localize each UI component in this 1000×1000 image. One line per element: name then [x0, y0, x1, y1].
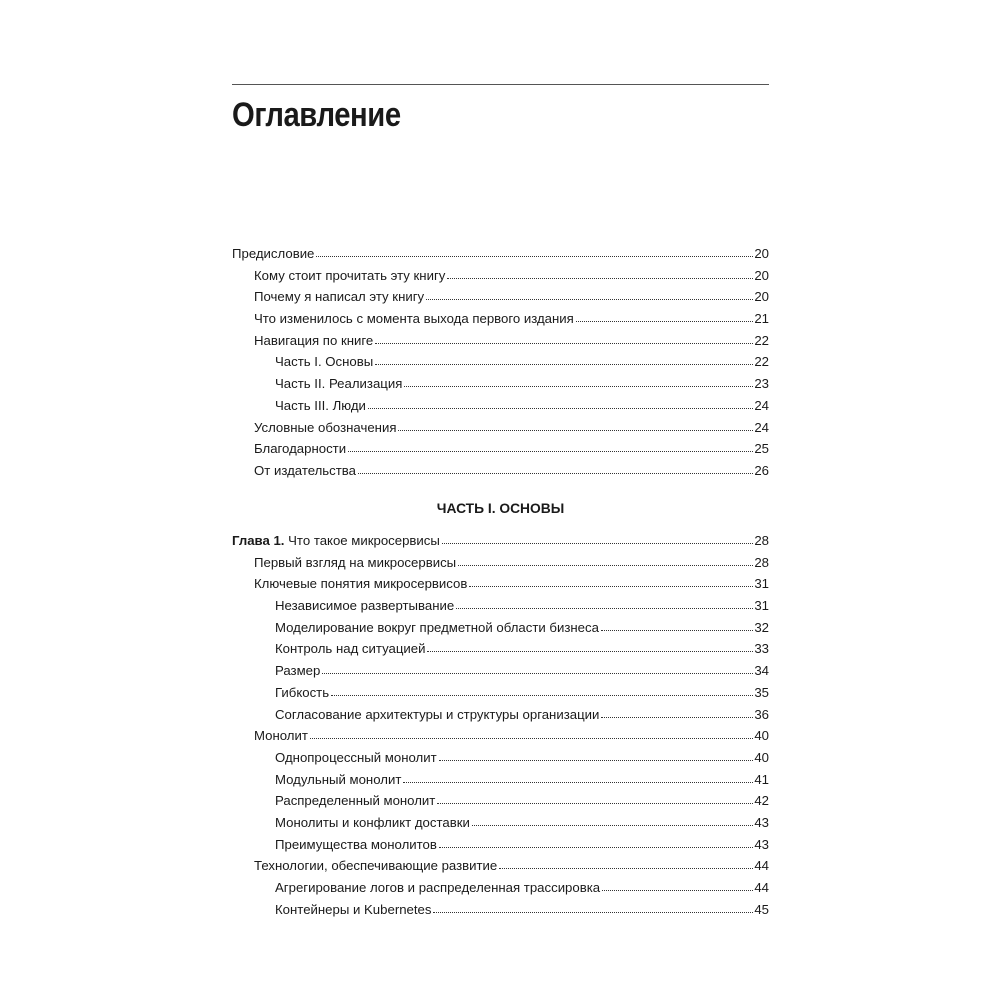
toc-entry-title — [232, 243, 314, 265]
toc-entry-label: Гибкость — [275, 684, 330, 700]
page-number: 25 — [754, 441, 769, 457]
toc-entry-label: От издательства — [254, 462, 357, 478]
toc-entry[interactable] — [232, 460, 769, 482]
page-number: 20 — [754, 267, 769, 283]
toc-entry-title — [275, 617, 599, 639]
page-number: 40 — [754, 728, 769, 744]
toc-entry[interactable] — [232, 573, 769, 595]
page-number: 40 — [754, 749, 769, 765]
toc-entry-title — [275, 682, 329, 704]
dot-leader — [472, 824, 753, 826]
dot-leader — [310, 737, 753, 739]
toc-entry[interactable] — [232, 617, 769, 639]
toc-entry[interactable] — [232, 769, 769, 791]
page-number: 22 — [754, 332, 769, 348]
front-matter-toc — [232, 243, 769, 482]
page-number: 42 — [754, 793, 769, 809]
toc-entry-title — [254, 552, 456, 574]
page-number: 43 — [754, 814, 769, 830]
toc-entry-title — [254, 286, 424, 308]
toc-entry-label: Благодарности — [254, 441, 347, 457]
toc-entry-title — [275, 395, 366, 417]
page-number: 35 — [754, 684, 769, 700]
dot-leader — [601, 629, 753, 631]
toc-entry-title — [254, 725, 308, 747]
page-number: 20 — [754, 246, 769, 261]
header-rule — [232, 84, 769, 85]
page-number: 34 — [754, 663, 769, 679]
dot-leader — [348, 450, 753, 452]
toc-entry-label: Согласование архитектуры и структуры организации — [275, 706, 600, 722]
toc-entry-title — [275, 638, 425, 660]
dot-leader — [576, 320, 754, 322]
toc-entry-label: Преимущества монолитов — [275, 836, 437, 852]
toc-entry-label: Навигация по книге — [254, 332, 374, 348]
page-number: 31 — [754, 598, 769, 614]
dot-leader — [499, 867, 753, 869]
toc-entry[interactable] — [232, 265, 769, 287]
page-number: 21 — [754, 311, 769, 327]
toc-entry[interactable] — [232, 899, 769, 921]
page-number: 24 — [754, 397, 769, 413]
dot-leader — [375, 342, 753, 344]
toc-entry[interactable] — [232, 812, 769, 834]
toc-entry[interactable] — [232, 595, 769, 617]
toc-entry[interactable] — [232, 790, 769, 812]
toc-entry-label: Часть II. Реализация — [275, 376, 403, 392]
toc-entry[interactable] — [232, 395, 769, 417]
toc-entry[interactable] — [232, 725, 769, 747]
toc-entry-label: Технологии, обеспечивающие развитие — [254, 858, 498, 874]
toc-entry-label: Независимое развертывание — [275, 598, 455, 614]
dot-leader — [437, 802, 753, 804]
part1-toc — [232, 530, 769, 920]
toc-entry[interactable] — [232, 330, 769, 352]
toc-entry-title — [275, 747, 437, 769]
toc-entry-label: Распределенный монолит — [275, 793, 436, 809]
page-number: 33 — [754, 641, 769, 657]
dot-leader — [602, 889, 753, 891]
toc-entry-label: Модульный монолит — [275, 771, 402, 787]
page-number: 44 — [754, 858, 769, 874]
page-number: 24 — [754, 419, 769, 435]
toc-entry-label: Моделирование вокруг предметной области бизнеса — [275, 619, 599, 635]
page-number: 45 — [754, 901, 769, 917]
page-number: 43 — [754, 836, 769, 852]
page-number: 41 — [754, 771, 769, 787]
toc-entry-label: Монолит — [254, 728, 308, 744]
toc-entry-label: Часть III. Люди — [275, 397, 366, 413]
toc-entry[interactable] — [232, 530, 769, 552]
toc-entry-label: Контейнеры и Kubernetes — [275, 901, 432, 917]
toc-entry-title — [275, 812, 470, 834]
dot-leader — [427, 650, 753, 652]
dot-leader — [439, 846, 753, 848]
dot-leader — [439, 759, 754, 761]
toc-entry-title — [254, 330, 373, 352]
toc-entry-label: Ключевые понятия микросервисов — [254, 576, 468, 592]
toc-entry-title — [254, 460, 356, 482]
toc-entry[interactable] — [232, 373, 769, 395]
toc-entry-label: Условные обозначения — [254, 419, 397, 435]
toc-entry[interactable] — [232, 682, 769, 704]
dot-leader — [331, 694, 753, 696]
page-number: 36 — [754, 706, 769, 722]
page-number: 28 — [754, 554, 769, 570]
toc-entry-title — [275, 769, 401, 791]
toc-entry[interactable] — [232, 704, 769, 726]
dot-leader — [358, 472, 753, 474]
toc-entry[interactable] — [232, 351, 769, 373]
toc-entry-title — [275, 351, 373, 373]
dot-leader — [442, 542, 753, 544]
dot-leader — [316, 255, 753, 257]
dot-leader — [398, 429, 753, 431]
part-heading: ЧАСТЬ I. ОСНОВЫ — [436, 501, 565, 516]
toc-entry[interactable] — [232, 834, 769, 856]
toc-entry-label: Монолиты и конфликт доставки — [275, 814, 470, 830]
dot-leader — [469, 585, 753, 587]
toc-entry-label: Размер — [275, 663, 321, 679]
toc-entry[interactable] — [232, 855, 769, 877]
toc-entry-title — [254, 265, 445, 287]
dot-leader — [403, 781, 753, 783]
toc-entry-title — [254, 855, 497, 877]
toc-entry-title — [232, 530, 440, 552]
toc-entry[interactable] — [232, 243, 769, 265]
toc-entry[interactable] — [232, 638, 769, 660]
dot-leader — [447, 277, 753, 279]
book-page — [232, 0, 769, 1000]
toc-entry-label: Однопроцессный монолит — [275, 749, 437, 765]
page-number: 32 — [754, 619, 769, 635]
dot-leader — [368, 407, 753, 409]
toc-entry-label: Кому стоит прочитать эту книгу — [254, 267, 446, 283]
toc-entry-title — [254, 417, 396, 439]
dot-leader — [322, 672, 753, 674]
toc-entry[interactable] — [232, 308, 769, 330]
page-number: 20 — [754, 289, 769, 305]
toc-entry-title — [275, 373, 402, 395]
toc-entry-label: Предисловие — [232, 246, 315, 261]
toc-entry[interactable] — [232, 286, 769, 308]
page-number: 23 — [754, 376, 769, 392]
dot-leader — [404, 385, 753, 387]
dot-leader — [601, 716, 753, 718]
toc-entry[interactable] — [232, 660, 769, 682]
dot-leader — [375, 363, 753, 365]
toc-entry-title — [275, 660, 320, 682]
toc-entry-title — [275, 595, 454, 617]
page-title: Оглавление — [232, 96, 401, 134]
toc-entry[interactable] — [232, 747, 769, 769]
toc-entry-title — [275, 834, 437, 856]
page-number: 44 — [754, 880, 769, 895]
toc-entry-label: Почему я написал эту книгу — [254, 289, 425, 305]
page-number: 31 — [754, 576, 769, 592]
dot-leader — [433, 911, 753, 913]
toc-entry-title — [275, 704, 599, 726]
toc-entry-title — [254, 573, 467, 595]
toc-entry[interactable] — [232, 552, 769, 574]
toc-entry-label: Что изменилось с момента выхода первого издания — [254, 311, 574, 327]
toc-entry-label: Часть I. Основы — [275, 354, 374, 370]
toc-entry-title — [275, 877, 600, 899]
chapter-number: Глава 1. — [232, 533, 285, 548]
toc-entry-title — [275, 790, 435, 812]
toc-entry[interactable] — [232, 438, 769, 460]
page-number: 22 — [754, 354, 769, 370]
toc-entry-title — [254, 438, 346, 460]
dot-leader — [456, 607, 753, 609]
toc-entry-label: Первый взгляд на микросервисы — [254, 554, 457, 570]
toc-entry-label: Контроль над ситуацией — [275, 641, 426, 657]
toc-entry-label: Что такое микросервисы — [288, 533, 440, 548]
toc-entry[interactable] — [232, 417, 769, 439]
dot-leader — [458, 564, 753, 566]
page-number: 26 — [754, 462, 769, 478]
toc-entry-label: Агрегирование логов и распределенная трассировка — [275, 880, 601, 895]
toc-entry-title — [275, 899, 431, 921]
page-number: 28 — [754, 533, 769, 548]
toc-entry-title — [254, 308, 574, 330]
dot-leader — [426, 298, 753, 300]
toc-entry[interactable] — [232, 877, 769, 899]
